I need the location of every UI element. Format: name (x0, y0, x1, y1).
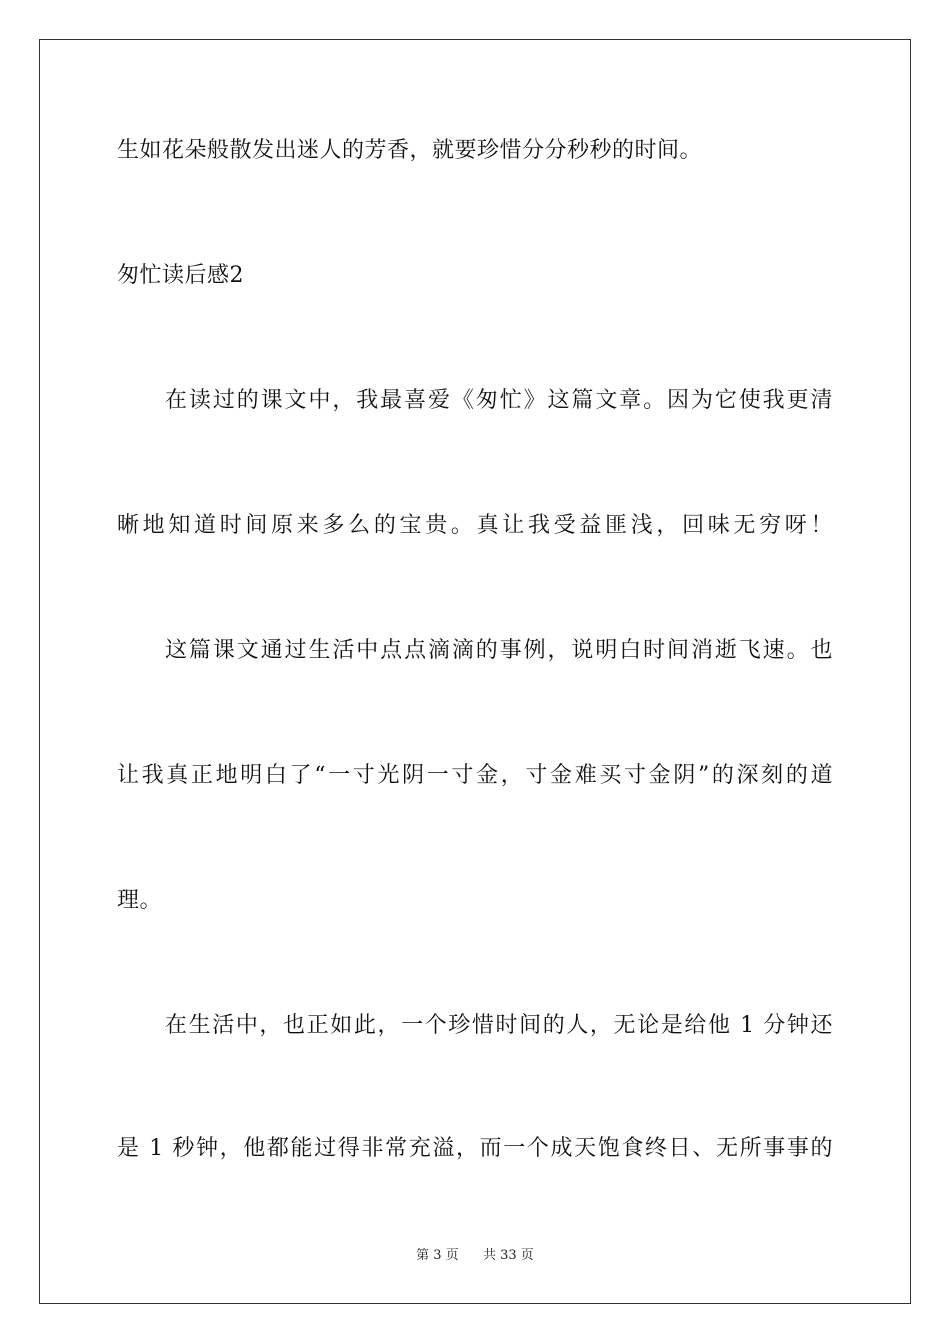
paragraph-line: 在读过的课文中，我最喜爱《匆忙》这篇文章。因为它使我更清 (165, 388, 833, 413)
section-heading: 匆忙读后感2 (117, 263, 244, 288)
paragraph-line: 这篇课文通过生活中点点滴滴的事例，说明白时间消逝飞速。也 (165, 638, 833, 663)
paragraph-line: 晰地知道时间原来多么的宝贵。真让我受益匪浅，回味无穷呀！ (117, 513, 833, 538)
paragraph-line: 让我真正地明白了“一寸光阴一寸金，寸金难买寸金阴”的深刻的道 (117, 763, 833, 788)
page-number: 第 3 页 (416, 1248, 459, 1263)
page-total: 共 33 页 (483, 1248, 534, 1263)
paragraph-line: 生如花朵般散发出迷人的芳香，就要珍惜分分秒秒的时间。 (117, 138, 703, 163)
paragraph-line: 是 1 秒钟，他都能过得非常充溢，而一个成天饱食终日、无所事事的 (117, 1136, 833, 1161)
paragraph-line: 在生活中，也正如此，一个珍惜时间的人，无论是给他 1 分钟还 (165, 1013, 833, 1038)
paragraph-line: 理。 (117, 888, 163, 913)
page-footer (0, 1247, 950, 1265)
page-border (39, 39, 911, 1304)
